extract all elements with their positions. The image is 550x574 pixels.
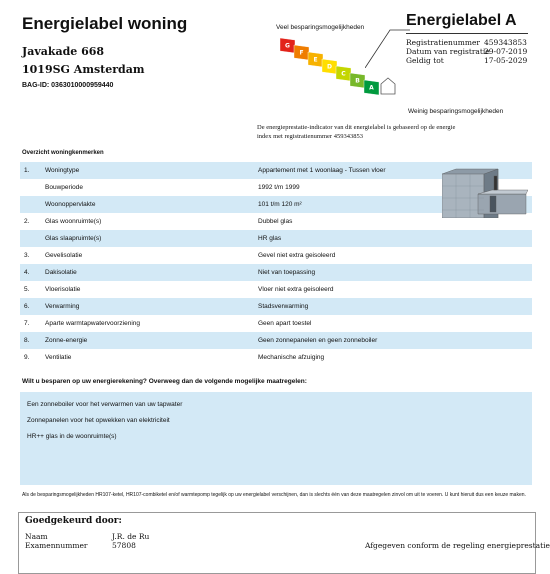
scale-class-label: C: [341, 70, 346, 78]
label-connector-line: [365, 28, 410, 68]
row-label: Aparte warmtapwatervoorziening: [45, 320, 141, 327]
row-label: Woonoppervlakte: [45, 201, 96, 208]
row-value: 1992 t/m 1999: [258, 184, 300, 191]
row-value: Stadsverwarming: [258, 303, 309, 310]
table-row: [20, 281, 532, 298]
row-value: HR glas: [258, 235, 282, 242]
registration-date-key: Datum van registratie: [406, 47, 490, 56]
footnote: Als de besparingsmogelijkheden HR107-ketel, HR107-combiketel en/of warmtepomp tegelijk op uw energielabel verschijnen, dan is slechts één van deze maatregelen zinvol om uit te voeren. U kunt hieruit dus een keuze maken.: [22, 492, 526, 498]
table-row: [20, 298, 532, 315]
current-class-marker: [381, 78, 395, 94]
page-title: Energielabel woning: [22, 14, 188, 33]
row-number: 8.: [24, 337, 30, 344]
advice-item-solar-boiler: Een zonneboiler voor het verwarmen van uw tapwater: [27, 401, 183, 408]
scale-class-label: E: [313, 56, 318, 64]
exam-number-value: 57808: [112, 541, 136, 550]
row-number: 3.: [24, 252, 30, 259]
row-value: Geen apart toestel: [258, 320, 312, 327]
scale-bottom-caption: Weinig besparingsmogelijkheden: [408, 108, 504, 115]
row-number: 4.: [24, 269, 30, 276]
row-number: 1.: [24, 167, 30, 174]
row-number: 5.: [24, 286, 30, 293]
table-row: [20, 349, 532, 366]
scale-class-label: G: [285, 42, 290, 50]
overview-heading: Overzicht woningkenmerken: [22, 150, 104, 156]
approver-name-key: Naam: [25, 532, 48, 541]
registration-date-value: 29-07-2019: [484, 47, 528, 56]
row-value: Gevel niet extra geisoleerd: [258, 252, 336, 259]
approval-heading: Goedgekeurd door:: [25, 516, 122, 526]
advice-item-hr-glass: HR++ glas in de woonruimte(s): [27, 433, 117, 440]
row-label: Gevelisolatie: [45, 252, 83, 259]
registration-number-key: Registratienummer: [406, 38, 480, 47]
table-row: [20, 264, 532, 281]
row-number: 6.: [24, 303, 30, 310]
row-label: Verwarming: [45, 303, 80, 310]
row-number: 2.: [24, 218, 30, 225]
advice-question: Wilt u besparen op uw energierekening? Overweeg dan de volgende mogelijke maatregelen:: [22, 378, 307, 385]
house-illustration: [442, 166, 528, 218]
scale-class-label: B: [355, 77, 360, 85]
approver-name-value: J.R. de Ru: [112, 532, 150, 541]
row-value: Niet van toepassing: [258, 269, 316, 276]
table-row: [20, 247, 532, 264]
scale-top-caption: Veel besparingsmogelijkheden: [276, 24, 365, 31]
bag-id: BAG-ID: 0363010000959440: [22, 82, 114, 89]
row-label: Woningtype: [45, 167, 80, 174]
row-label: Dakisolatie: [45, 269, 77, 276]
row-value: Mechanische afzuiging: [258, 354, 325, 361]
valid-until-key: Geldig tot: [406, 56, 444, 65]
indicator-text: De energieprestatie-indicator van dit energielabel is gebaseerd op de energie index met registratienummer 459343853: [257, 124, 456, 140]
scale-class-label: F: [299, 49, 304, 57]
label-divider: [406, 33, 528, 34]
energy-label-title: Energielabel A: [406, 12, 517, 29]
address-street: Javakade 668: [22, 45, 105, 58]
row-value: Dubbel glas: [258, 218, 293, 225]
scale-class-label: D: [327, 63, 332, 71]
row-value: Geen zonnepanelen en geen zonneboiler: [258, 337, 378, 344]
address-city: 1019SG Amsterdam: [22, 63, 145, 76]
row-number: 7.: [24, 320, 30, 327]
row-value: 101 t/m 120 m²: [258, 201, 302, 208]
advice-box: [20, 392, 532, 485]
row-label: Bouwperiode: [45, 184, 83, 191]
row-label: Ventilatie: [45, 354, 72, 361]
exam-number-key: Examennummer: [25, 541, 88, 550]
registration-number-value: 459343853: [484, 38, 527, 47]
issued-statement: Afgegeven conform de regeling energieprestatie: [365, 541, 550, 550]
row-number: 9.: [24, 354, 30, 361]
table-row: [20, 315, 532, 332]
row-label: Vloerisolatie: [45, 286, 81, 293]
advice-item-solar-panels: Zonnepanelen voor het opwekken van elektriciteit: [27, 417, 170, 424]
row-value: Appartement met 1 woonlaag - Tussen vloer: [258, 167, 386, 174]
row-label: Glas slaapruimte(s): [45, 235, 102, 242]
table-row: [20, 332, 532, 349]
table-row: [20, 230, 532, 247]
valid-until-value: 17-05-2029: [484, 56, 528, 65]
row-value: Vloer niet extra geisoleerd: [258, 286, 334, 293]
row-label: Glas woonruimte(s): [45, 218, 102, 225]
scale-class-label: A: [369, 84, 374, 92]
row-label: Zonne-energie: [45, 337, 88, 344]
